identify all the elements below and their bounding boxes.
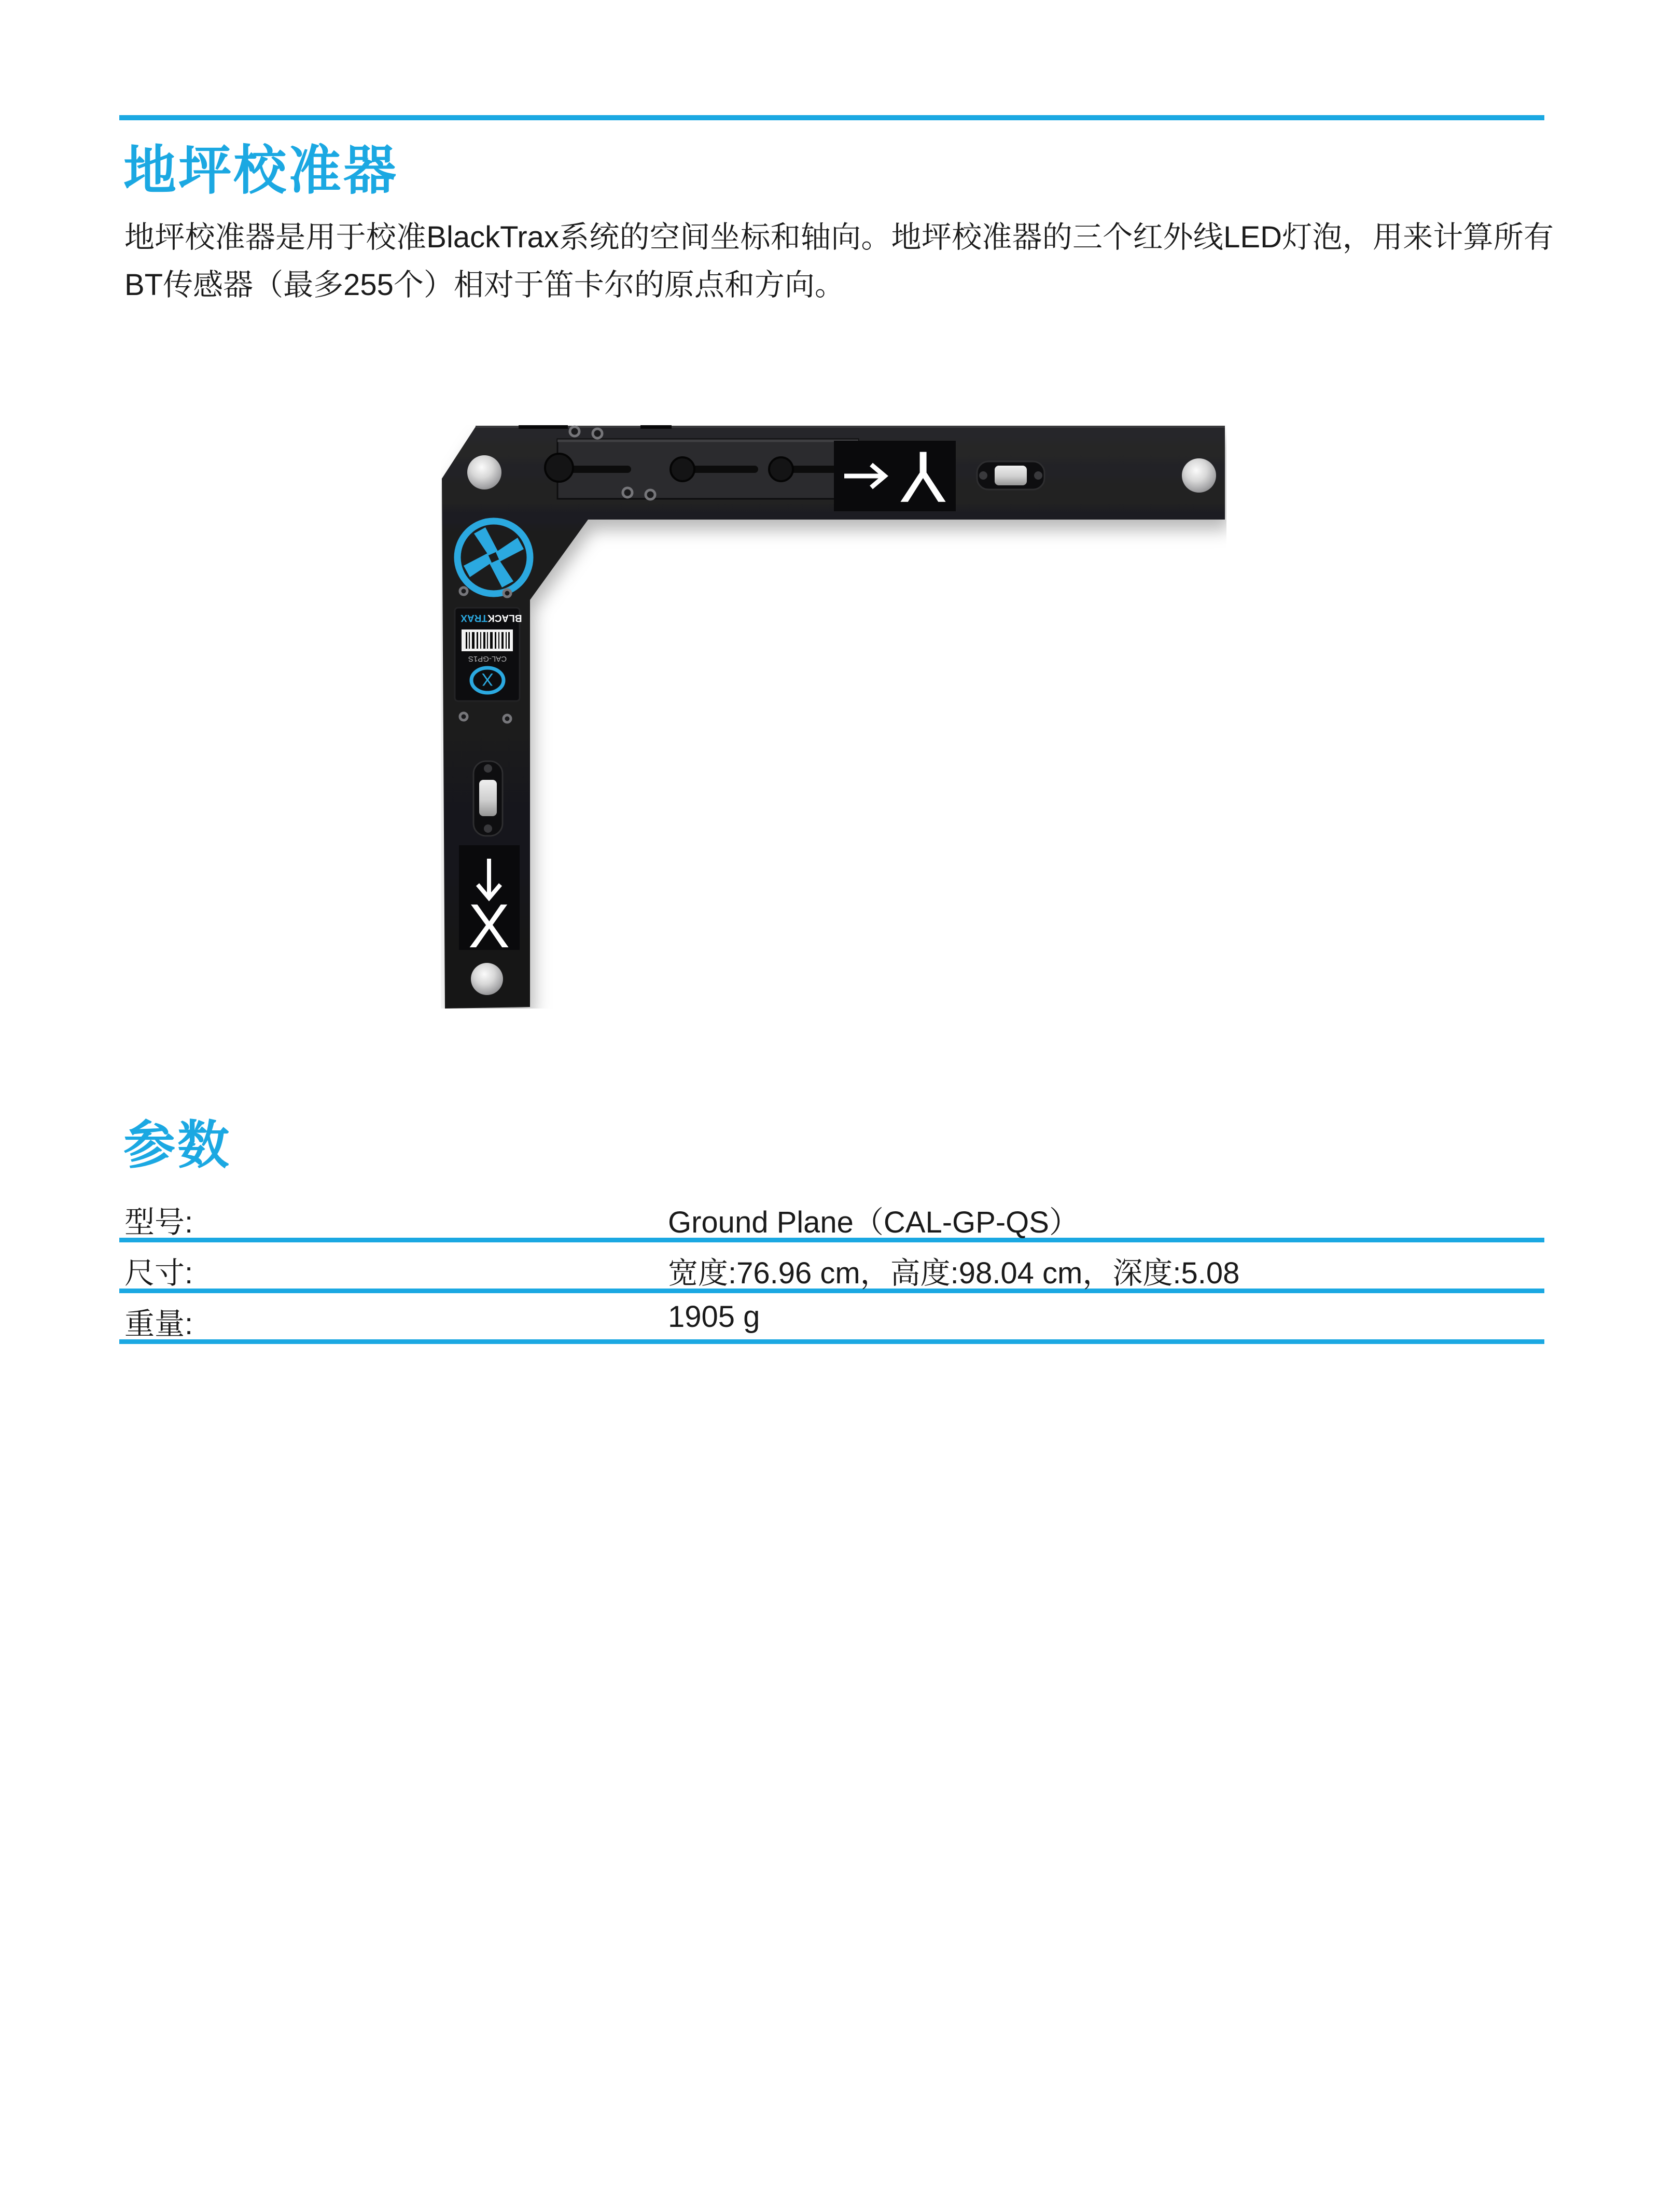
top-divider-rule	[119, 115, 1544, 120]
spirit-level-vertical	[473, 761, 503, 836]
led-marker-sphere-corner	[467, 455, 501, 489]
led-marker-sphere-right	[1182, 458, 1216, 493]
top-edge-notch	[519, 425, 568, 429]
ground-plane-device-illustration	[441, 425, 1226, 1009]
top-edge-notch	[640, 425, 672, 429]
device-body	[442, 425, 1225, 1009]
sticker-model-code: CAL-GP1S	[468, 654, 507, 663]
spec-row-model	[119, 1192, 1544, 1242]
y-axis-label: Y	[899, 436, 947, 518]
x-axis-label: X	[468, 891, 510, 961]
spec-label: 重量:	[124, 1307, 193, 1341]
y-axis-panel	[834, 437, 956, 518]
intro-paragraph: 地坪校准器是用于校准BlackTrax系统的空间坐标和轴向。地坪校准器的三个红外线LED灯泡，用来计算所有BT传感器（最多255个）相对于笛卡尔的原点和方向。	[124, 220, 1554, 302]
rail-knob	[769, 457, 793, 481]
led-marker-sphere-bottom	[471, 963, 503, 995]
spec-value: 宽度:76.96 cm，高度:98.04 cm，深度:5.08	[668, 1256, 1240, 1290]
specs-table	[119, 1192, 1544, 1344]
spec-value: 1905 g	[668, 1300, 760, 1334]
rail-knob	[545, 454, 573, 482]
spec-label: 尺寸:	[124, 1256, 193, 1290]
spirit-level-horizontal	[977, 461, 1044, 489]
page-title: 地坪校准器	[123, 141, 398, 200]
rail-knob	[671, 457, 694, 481]
spec-label: 型号:	[124, 1206, 193, 1239]
ground-plane-device-photo	[441, 425, 1226, 1009]
svg-text:TRAX: TRAX	[461, 612, 487, 623]
slider-rail	[545, 439, 858, 499]
product-sticker	[455, 608, 522, 701]
sticker-brand-wordmark	[461, 612, 522, 623]
x-axis-panel	[459, 845, 520, 961]
spec-value: Ground Plane（CAL-GP-QS）	[668, 1206, 1079, 1239]
spec-row-weight	[119, 1293, 1544, 1344]
barcode-icon	[462, 629, 513, 651]
specs-section-title: 参数	[123, 1116, 231, 1174]
svg-text:X: X	[481, 669, 494, 689]
svg-text:BLACK: BLACK	[487, 612, 522, 623]
spec-row-dimensions	[119, 1242, 1544, 1293]
